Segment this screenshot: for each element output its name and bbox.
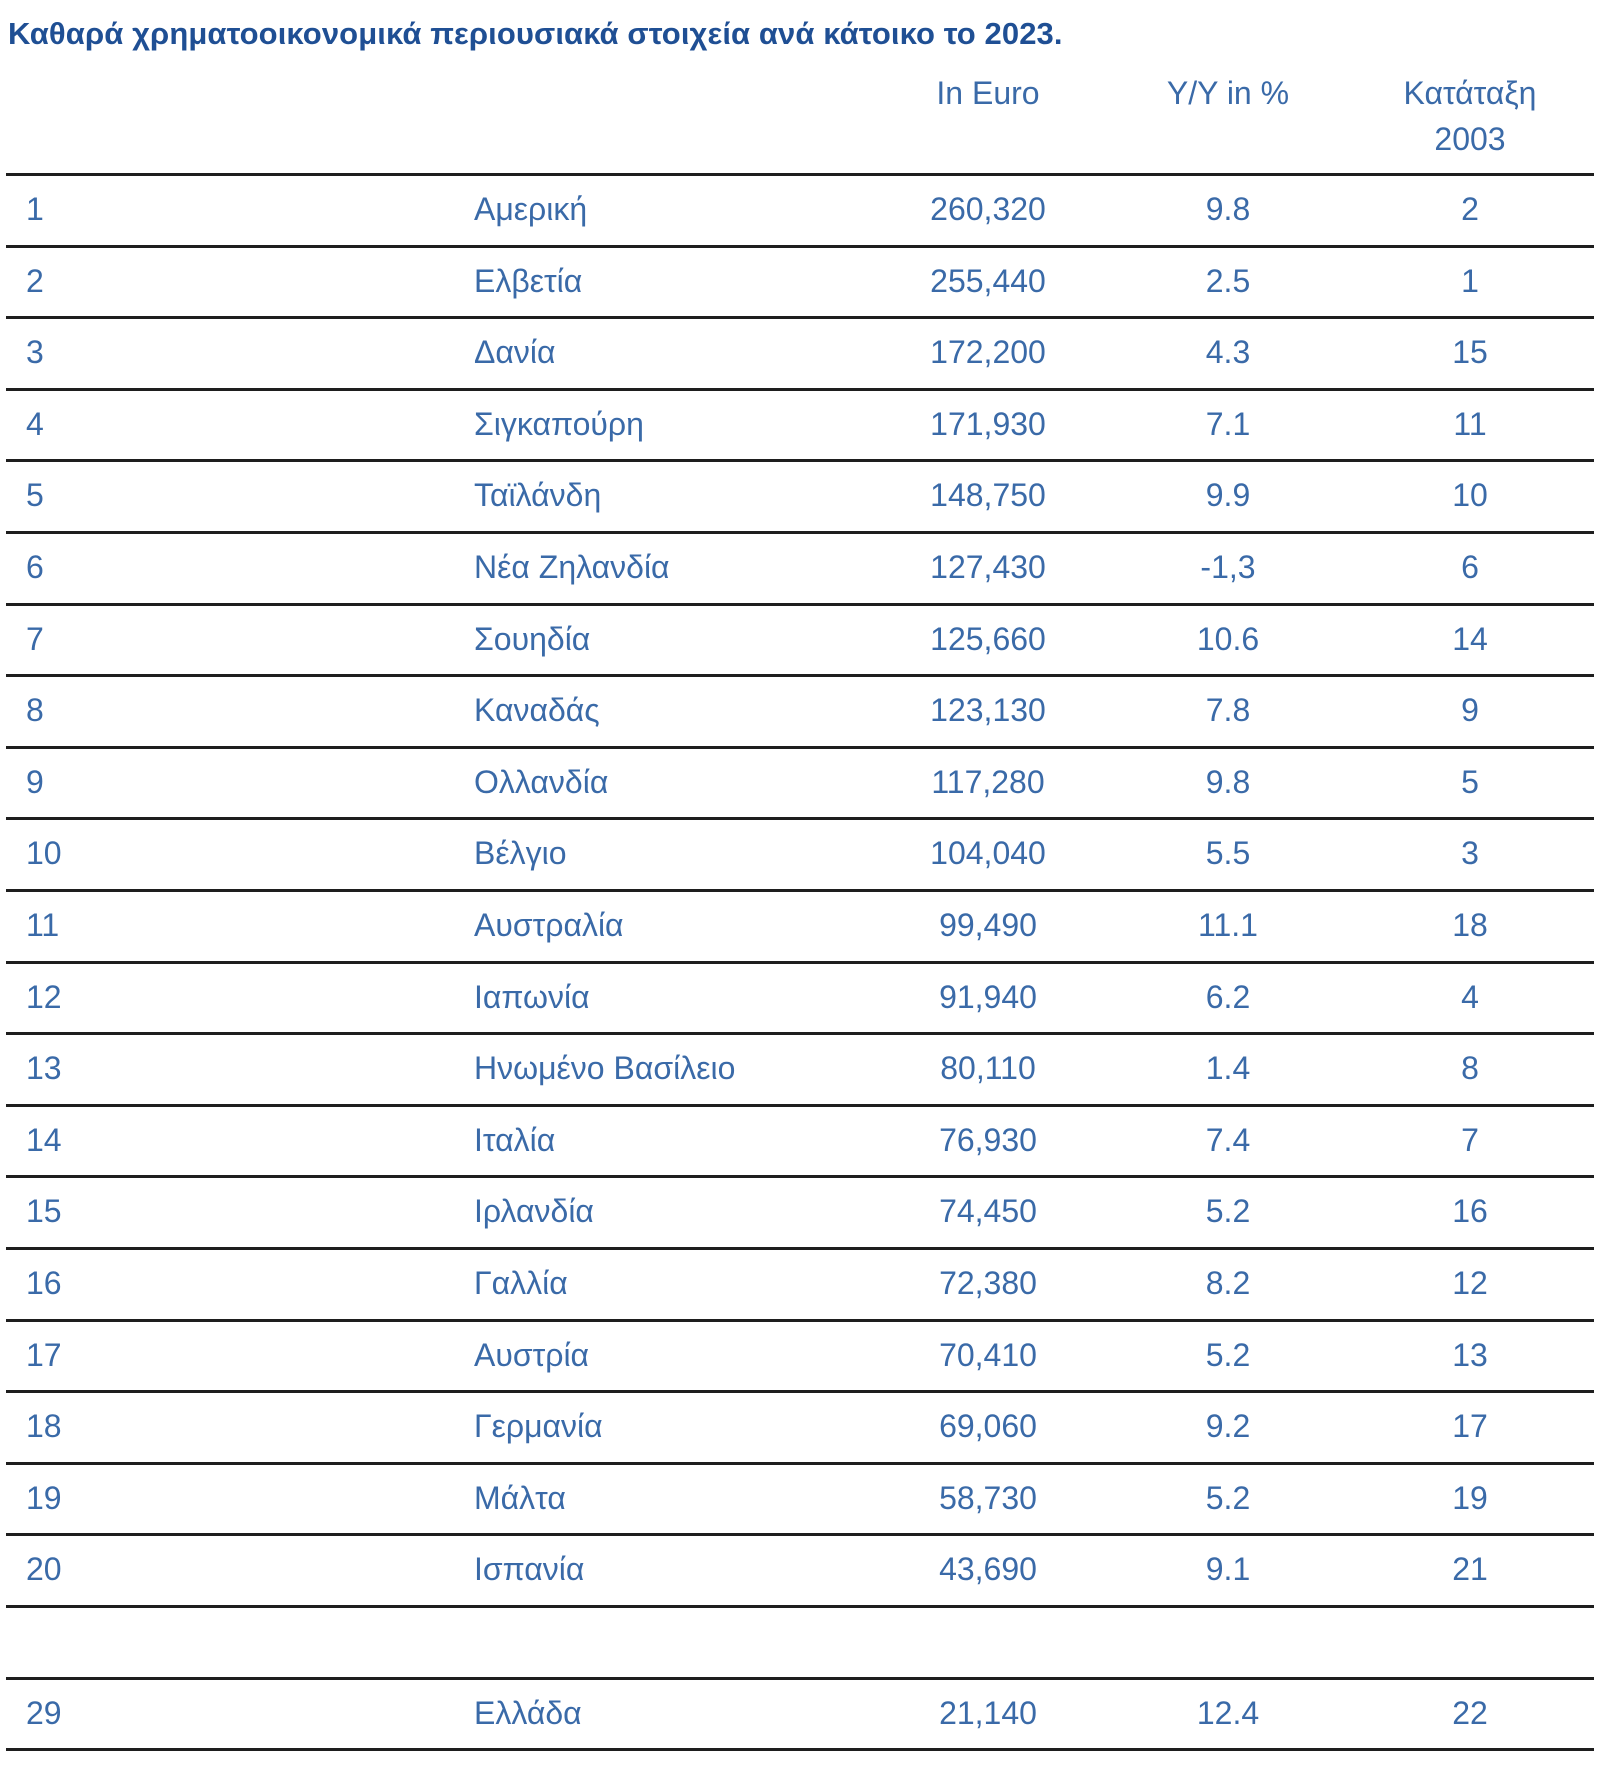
row-rank-2003: 9	[1461, 692, 1479, 728]
row-rank: 4	[26, 406, 44, 442]
row-rank: 5	[26, 477, 44, 513]
row-in-euro: 172,200	[930, 334, 1046, 370]
row-country: Σιγκαπούρη	[474, 406, 644, 442]
row-rank: 6	[26, 549, 44, 585]
row-country: Ισπανία	[474, 1551, 585, 1587]
row-rank-2003: 22	[1452, 1695, 1488, 1731]
row-rank-2003: 8	[1461, 1050, 1479, 1086]
row-divider	[6, 1748, 1594, 1751]
row-divider	[6, 459, 1594, 462]
row-rank-2003: 10	[1452, 477, 1488, 513]
row-country: Νέα Ζηλανδία	[474, 549, 670, 585]
row-in-euro: 21,140	[939, 1695, 1037, 1731]
row-country: Δανία	[474, 334, 556, 370]
row-rank-2003: 15	[1452, 334, 1488, 370]
row-in-euro: 148,750	[930, 477, 1046, 513]
row-yy-percent: 9.1	[1205, 1551, 1251, 1587]
row-rank-2003: 16	[1452, 1193, 1488, 1229]
row-rank-2003: 14	[1452, 621, 1488, 657]
row-in-euro: 123,130	[930, 692, 1046, 728]
row-rank-2003: 6	[1461, 549, 1479, 585]
row-country: Ιταλία	[474, 1122, 556, 1158]
row-yy-percent: 9.8	[1205, 764, 1251, 800]
row-yy-percent: 4.3	[1205, 334, 1251, 370]
row-country: Αυστρία	[474, 1337, 590, 1373]
row-rank-2003: 21	[1452, 1551, 1488, 1587]
row-yy-percent: 7.4	[1205, 1122, 1251, 1158]
row-in-euro: 58,730	[939, 1480, 1037, 1516]
row-rank: 13	[26, 1050, 62, 1086]
row-yy-percent: 9.9	[1205, 477, 1251, 513]
row-country: Ιαπωνία	[474, 979, 590, 1015]
row-in-euro: 70,410	[939, 1337, 1037, 1373]
row-rank-2003: 18	[1452, 907, 1488, 943]
row-yy-percent: 2.5	[1205, 263, 1251, 299]
row-divider	[6, 1032, 1594, 1035]
row-yy-percent: -1,3	[1200, 549, 1256, 585]
row-divider	[6, 1104, 1594, 1107]
row-yy-percent: 5.2	[1205, 1480, 1251, 1516]
row-divider	[6, 746, 1594, 749]
row-rank-2003: 7	[1461, 1122, 1479, 1158]
row-yy-percent: 5.2	[1205, 1337, 1251, 1373]
row-rank: 20	[26, 1551, 62, 1587]
row-yy-percent: 8.2	[1205, 1265, 1251, 1301]
row-rank: 7	[26, 621, 44, 657]
row-divider	[6, 1175, 1594, 1178]
row-rank: 19	[26, 1480, 62, 1516]
row-in-euro: 74,450	[939, 1193, 1037, 1229]
column-header-rank-2003	[1350, 70, 1590, 162]
row-country: Ταϊλάνδη	[474, 477, 602, 513]
column-header-in-euro: In Euro	[936, 75, 1040, 111]
row-rank-2003: 2	[1461, 191, 1479, 227]
row-rank: 29	[26, 1695, 62, 1731]
row-divider	[6, 245, 1594, 248]
row-yy-percent: 5.2	[1205, 1193, 1251, 1229]
row-country: Αμερική	[474, 191, 588, 227]
row-rank: 12	[26, 979, 62, 1015]
row-country: Αυστραλία	[474, 907, 624, 943]
row-yy-percent: 9.8	[1205, 191, 1251, 227]
row-yy-percent: 7.1	[1205, 406, 1251, 442]
row-in-euro: 117,280	[931, 764, 1045, 800]
row-rank-2003: 19	[1452, 1480, 1488, 1516]
row-in-euro: 127,430	[930, 549, 1046, 585]
row-in-euro: 255,440	[930, 263, 1046, 299]
row-divider	[6, 889, 1594, 892]
row-rank: 3	[26, 334, 44, 370]
row-rank: 18	[26, 1408, 62, 1444]
row-rank: 15	[26, 1193, 62, 1229]
row-yy-percent: 6.2	[1205, 979, 1251, 1015]
row-country: Ιρλανδία	[474, 1193, 594, 1229]
header-rule	[6, 173, 1594, 176]
row-in-euro: 125,660	[930, 621, 1046, 657]
row-in-euro: 260,320	[930, 191, 1046, 227]
row-rank: 11	[26, 907, 60, 943]
row-country: Γαλλία	[474, 1265, 568, 1301]
row-yy-percent: 10.6	[1196, 621, 1260, 657]
row-rank: 16	[26, 1265, 62, 1301]
row-in-euro: 76,930	[939, 1122, 1037, 1158]
row-divider	[6, 1677, 1594, 1680]
row-rank-2003: 12	[1452, 1265, 1488, 1301]
row-divider	[6, 603, 1594, 606]
row-in-euro: 43,690	[939, 1551, 1037, 1587]
row-yy-percent: 11.1	[1198, 907, 1258, 943]
row-rank-2003: 1	[1461, 263, 1479, 299]
row-rank-2003: 4	[1461, 979, 1479, 1015]
row-rank: 17	[26, 1337, 62, 1373]
row-divider	[6, 1462, 1594, 1465]
row-divider	[6, 817, 1594, 820]
row-divider	[6, 961, 1594, 964]
row-country: Ελλάδα	[474, 1695, 582, 1731]
table-title: Καθαρά χρηματοοικονομικά περιουσιακά στοιχεία ανά κάτοικο το 2023.	[8, 16, 1063, 51]
row-rank: 9	[26, 764, 44, 800]
row-rank-2003: 13	[1452, 1337, 1488, 1373]
row-yy-percent: 9.2	[1205, 1408, 1251, 1444]
row-country: Σουηδία	[474, 621, 591, 657]
row-divider	[6, 1319, 1594, 1322]
row-divider	[6, 1533, 1594, 1536]
row-in-euro: 91,940	[939, 979, 1037, 1015]
row-rank-2003: 5	[1461, 764, 1479, 800]
row-yy-percent: 1.4	[1205, 1050, 1251, 1086]
row-rank-2003: 3	[1461, 835, 1479, 871]
row-country: Ολλανδία	[474, 764, 609, 800]
row-in-euro: 104,040	[930, 835, 1046, 871]
column-header-yy-percent: Y/Y in %	[1166, 75, 1290, 111]
row-yy-percent: 7.8	[1205, 692, 1251, 728]
row-rank: 10	[26, 835, 62, 871]
row-in-euro: 171,930	[930, 406, 1046, 442]
row-in-euro: 69,060	[939, 1408, 1037, 1444]
row-country: Ηνωμένο Βασίλειο	[474, 1050, 736, 1086]
row-in-euro: 72,380	[939, 1265, 1037, 1301]
row-rank: 2	[26, 263, 44, 299]
row-divider	[6, 531, 1594, 534]
row-divider	[6, 1247, 1594, 1250]
row-yy-percent: 5.5	[1205, 835, 1251, 871]
row-rank-2003: 11	[1453, 406, 1487, 442]
row-country: Μάλτα	[474, 1480, 566, 1516]
row-rank: 1	[26, 191, 44, 227]
row-country: Βέλγιο	[474, 835, 567, 871]
row-rank: 14	[26, 1122, 62, 1158]
row-country: Γερμανία	[474, 1408, 603, 1444]
row-divider	[6, 388, 1594, 391]
row-rank: 8	[26, 692, 44, 728]
row-divider	[6, 316, 1594, 319]
row-divider	[6, 1605, 1594, 1608]
column-header-rank-line1: Κατάταξη	[1403, 75, 1537, 111]
row-country: Καναδάς	[474, 692, 600, 728]
row-country: Ελβετία	[474, 263, 583, 299]
row-rank-2003: 17	[1452, 1408, 1488, 1444]
row-yy-percent: 12.4	[1196, 1695, 1260, 1731]
column-header-rank-line2: 2003	[1434, 121, 1506, 157]
row-divider	[6, 1390, 1594, 1393]
row-in-euro: 99,490	[939, 907, 1037, 943]
row-divider	[6, 674, 1594, 677]
row-in-euro: 80,110	[940, 1050, 1036, 1086]
